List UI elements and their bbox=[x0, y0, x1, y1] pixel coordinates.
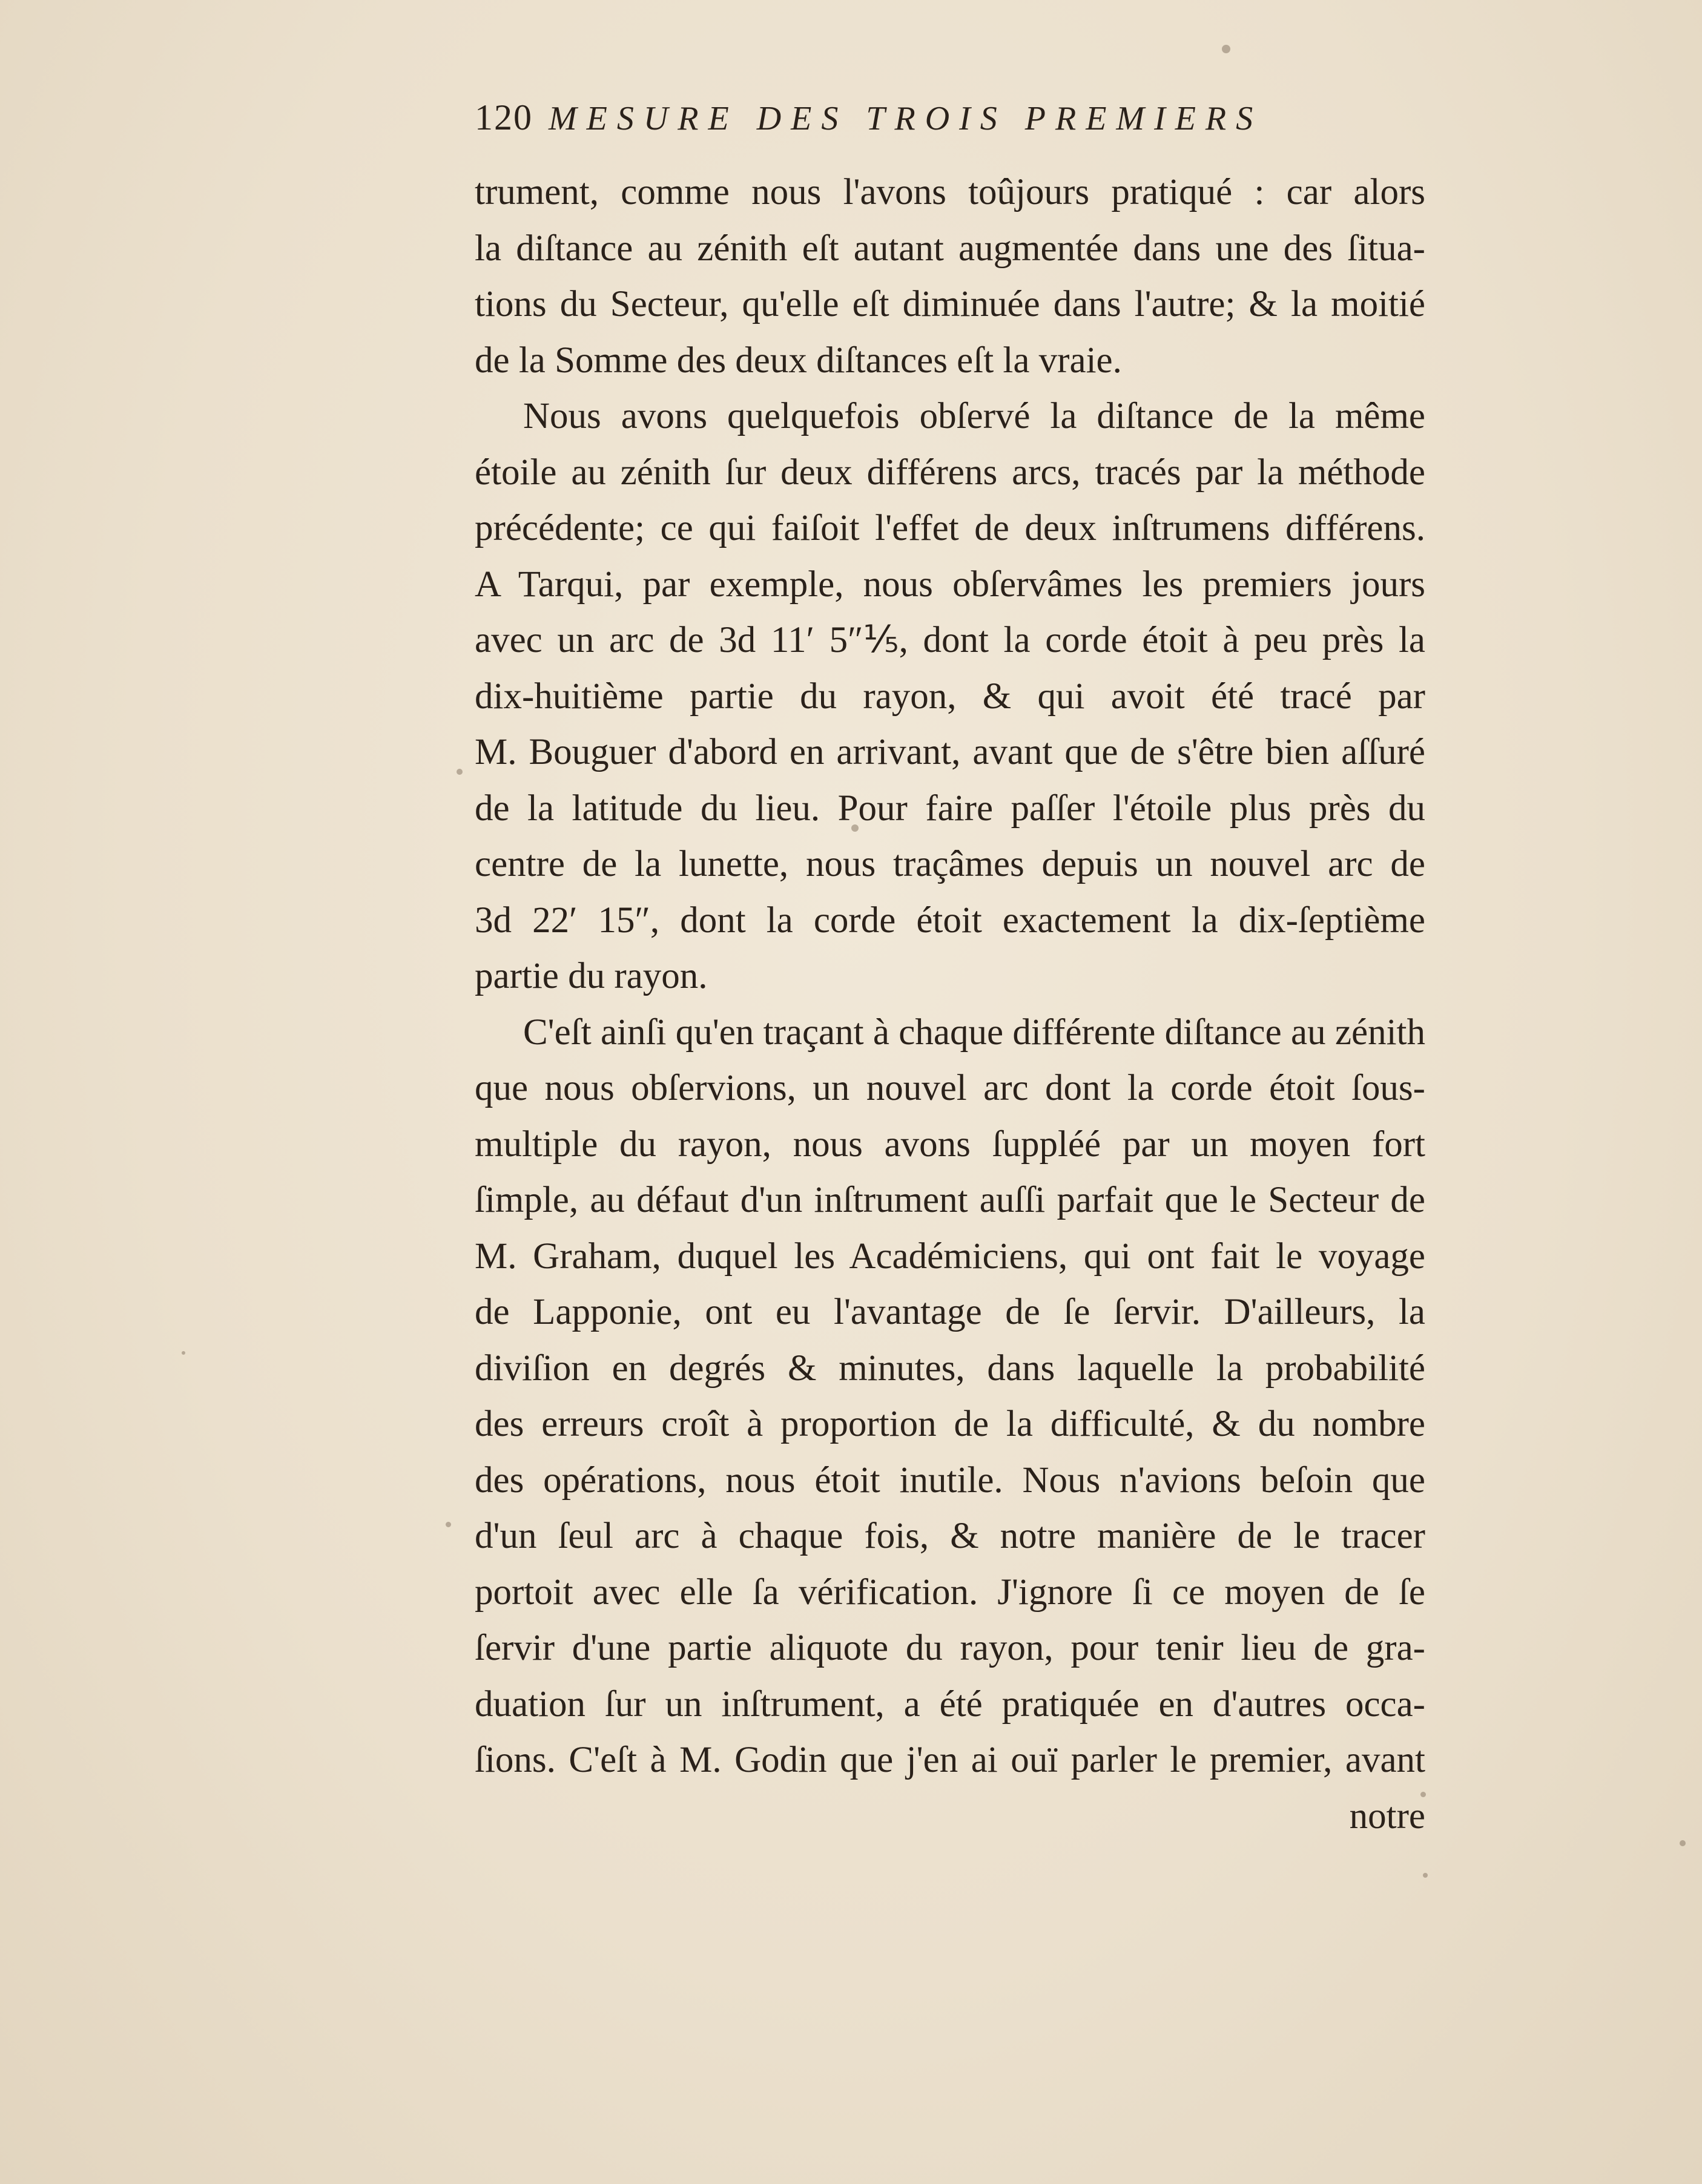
text-line: tions du Secteur, qu'elle eſt diminuée dans l'autre; & la moitié bbox=[475, 284, 1425, 324]
paper-speck bbox=[446, 1522, 451, 1527]
text-line: que nous obſervions, un nouvel arc dont la corde étoit ſous- bbox=[475, 1068, 1425, 1108]
paper-speck bbox=[1222, 45, 1230, 53]
text-line: portoit avec elle ſa vérification. J'ignore ſi ce moyen de ſe bbox=[475, 1571, 1425, 1613]
text-line: 3d 22′ 15″, dont la corde étoit exactement la dix-ſeptième bbox=[475, 900, 1425, 941]
text-line: ſervir d'une partie aliquote du rayon, pour tenir lieu de gra- bbox=[475, 1628, 1425, 1668]
text-line: dix-huitième partie du rayon, & qui avoit été tracé par bbox=[475, 676, 1425, 717]
text-line: précédente; ce qui faiſoit l'effet de deux inſtrumens différens. bbox=[475, 508, 1425, 548]
running-header bbox=[475, 97, 1504, 151]
text-line: de Lapponie, ont eu l'avantage de ſe ſervir. D'ailleurs, la bbox=[475, 1292, 1425, 1332]
paper-speck bbox=[182, 1351, 185, 1355]
body-text bbox=[475, 165, 1425, 1844]
text-line: ſimple, au défaut d'un inſtrument auſſi parfait que le Secteur de bbox=[475, 1180, 1425, 1220]
text-line: trument, comme nous l'avons toûjours pratiqué : car alors bbox=[475, 172, 1425, 212]
text-line: étoile au zénith ſur deux différens arcs, tracés par la méthode bbox=[475, 452, 1425, 493]
text-line: d'un ſeul arc à chaque fois, & notre manière de le tracer bbox=[475, 1516, 1425, 1556]
text-line: de la latitude du lieu. Pour faire paſſer l'étoile plus près du bbox=[475, 788, 1425, 829]
text-line: duation ſur un inſtrument, a été pratiquée en d'autres occa- bbox=[475, 1683, 1425, 1725]
page-number: 120 bbox=[475, 97, 533, 137]
text-line: A Tarqui, par exemple, nous obſervâmes les premiers jours bbox=[475, 564, 1425, 605]
text-line: multiple du rayon, nous avons ſuppléé par un moyen fort bbox=[475, 1123, 1425, 1165]
paper-speck bbox=[1680, 1840, 1686, 1846]
text-line: M. Bouguer d'abord en arrivant, avant que de s'être bien aſſuré bbox=[475, 732, 1425, 772]
text-line: la diſtance au zénith eſt autant augmentée dans une des ſitua- bbox=[475, 228, 1425, 269]
text-line: de la Somme des deux diſtances eſt la vraie. bbox=[475, 340, 1122, 381]
text-line: des opérations, nous étoit inutile. Nous n'avions beſoin que bbox=[475, 1459, 1425, 1501]
text-line: M. Graham, duquel les Académiciens, qui ont fait le voyage bbox=[475, 1235, 1425, 1277]
text-line: avec un arc de 3d 11′ 5″⅕, dont la corde étoit à peu près la bbox=[475, 620, 1425, 660]
text-line: diviſion en degrés & minutes, dans laquelle la probabilité bbox=[475, 1347, 1425, 1389]
paper-speck bbox=[457, 769, 463, 775]
text-line: partie du rayon. bbox=[475, 956, 708, 996]
text-line: centre de la lunette, nous traçâmes depuis un nouvel arc de bbox=[475, 844, 1425, 884]
text-line: Nous avons quelquefois obſervé la diſtance de la même bbox=[523, 396, 1425, 436]
text-line: C'eſt ainſi qu'en traçant à chaque différente diſtance au zénith bbox=[523, 1011, 1425, 1053]
paper-speck bbox=[1423, 1873, 1428, 1878]
text-line: des erreurs croît à proportion de la difficulté, & du nombre bbox=[475, 1404, 1425, 1444]
running-title: MESURE DES TROIS PREMIERS bbox=[549, 100, 1263, 137]
catchword: notre bbox=[1349, 1795, 1425, 1837]
text-line: ſions. C'eſt à M. Godin que j'en ai ouï parler le premier, avant bbox=[475, 1740, 1425, 1780]
